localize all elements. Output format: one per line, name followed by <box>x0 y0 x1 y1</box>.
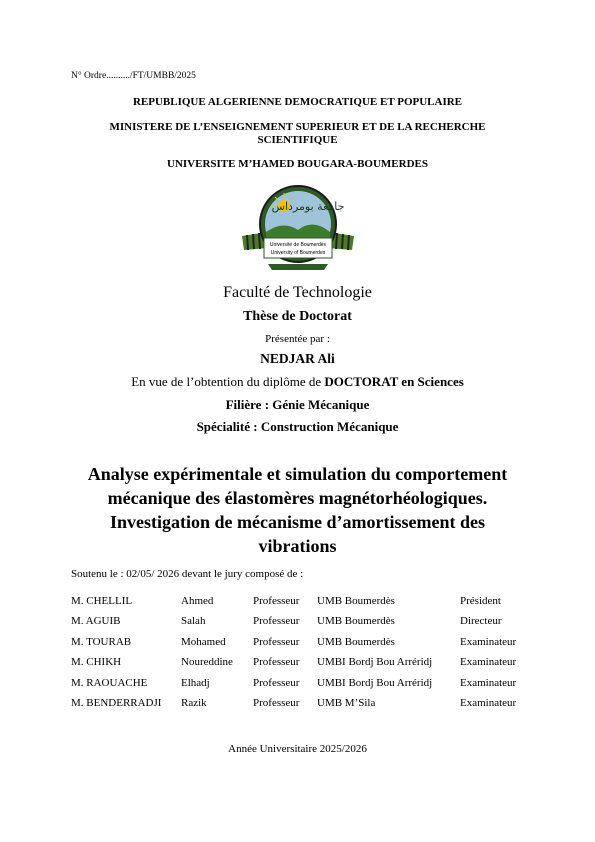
defense-date-line: Soutenu le : 02/05/ 2026 devant le jury composé de : <box>71 568 304 580</box>
thesis-type: Thèse de Doctorat <box>243 309 352 324</box>
jury-role: Examinateur <box>460 656 517 668</box>
title-line-4: vibrations <box>258 536 337 556</box>
specialite: Spécialité : Construction Mécanique <box>196 419 399 434</box>
jury-row <box>0 656 595 672</box>
logo-caption-fr: Université de Boumerdès <box>269 242 327 248</box>
jury-lastname: M. AGUIB <box>71 615 121 627</box>
jury-grade: Professeur <box>253 615 300 627</box>
jury-firstname: Mohamed <box>181 636 226 648</box>
jury-row <box>0 697 595 713</box>
jury-lastname: M. RAOUACHE <box>71 677 148 689</box>
jury-grade: Professeur <box>253 677 300 689</box>
jury-lastname: M. CHELLIL <box>71 595 133 607</box>
jury-lastname: M. BENDERRADJI <box>71 697 162 709</box>
jury-firstname: Salah <box>181 615 206 627</box>
faculty-name: Faculté de Technologie <box>223 284 372 301</box>
jury-firstname: Razik <box>181 697 207 709</box>
ministry-header-line2: SCIENTIFIQUE <box>257 134 338 146</box>
logo-base <box>268 264 328 270</box>
jury-institution: UMBI Bordj Bou Arréridj <box>317 677 433 689</box>
jury-grade: Professeur <box>253 697 300 709</box>
obtention-line <box>0 374 595 390</box>
filiere: Filière : Génie Mécanique <box>225 397 370 412</box>
jury-row <box>0 677 595 693</box>
jury-institution: UMB M’Sila <box>317 697 376 709</box>
jury-role: Examinateur <box>460 697 517 709</box>
jury-grade: Professeur <box>253 656 300 668</box>
author-name: NEDJAR Ali <box>260 351 335 366</box>
jury-institution: UMB Boumerdès <box>317 615 395 627</box>
jury-lastname: M. TOURAB <box>71 636 132 648</box>
jury-institution: UMBI Bordj Bou Arréridj <box>317 656 433 668</box>
thesis-title <box>70 462 525 558</box>
presented-by-label: Présentée par : <box>265 333 330 345</box>
jury-row <box>0 595 595 611</box>
obtention-prefix: En vue de l’obtention du diplôme de <box>131 374 325 389</box>
university-header: UNIVERSITE M’HAMED BOUGARA-BOUMERDES <box>167 158 428 170</box>
academic-year: Année Universitaire 2025/2026 <box>228 743 367 755</box>
jury-role: Président <box>460 595 501 607</box>
jury-institution: UMB Boumerdès <box>317 595 395 607</box>
university-logo <box>238 180 358 272</box>
jury-lastname: M. CHIKH <box>71 656 122 668</box>
jury-row <box>0 615 595 631</box>
jury-institution: UMB Boumerdès <box>317 636 395 648</box>
jury-grade: Professeur <box>253 636 300 648</box>
jury-firstname: Elhadj <box>181 677 210 689</box>
jury-role: Examinateur <box>460 636 517 648</box>
ministry-header-line1: MINISTERE DE L’ENSEIGNEMENT SUPERIEUR ET DE LA RECHERCHE <box>109 121 486 133</box>
jury-grade: Professeur <box>253 595 300 607</box>
jury-firstname: Ahmed <box>181 595 214 607</box>
title-line-2: mécanique des élastomères magnétorhéologiques. <box>107 488 488 508</box>
logo-arabic-text: جامعة بومرداس <box>271 200 345 213</box>
republic-header: REPUBLIQUE ALGERIENNE DEMOCRATIQUE ET POPULAIRE <box>132 96 463 108</box>
jury-row <box>0 636 595 652</box>
logo-caption-en: University of Boumerdes <box>270 250 326 256</box>
diploma-name: DOCTORAT en Sciences <box>324 374 464 389</box>
jury-firstname: Noureddine <box>181 656 233 668</box>
order-number: N° Ordre........../FT/UMBB/2025 <box>71 71 196 81</box>
title-line-1: Analyse expérimentale et simulation du comportement <box>87 464 508 484</box>
title-line-3: Investigation de mécanisme d’amortissement des <box>110 512 485 532</box>
jury-role: Directeur <box>460 615 502 627</box>
jury-role: Examinateur <box>460 677 517 689</box>
